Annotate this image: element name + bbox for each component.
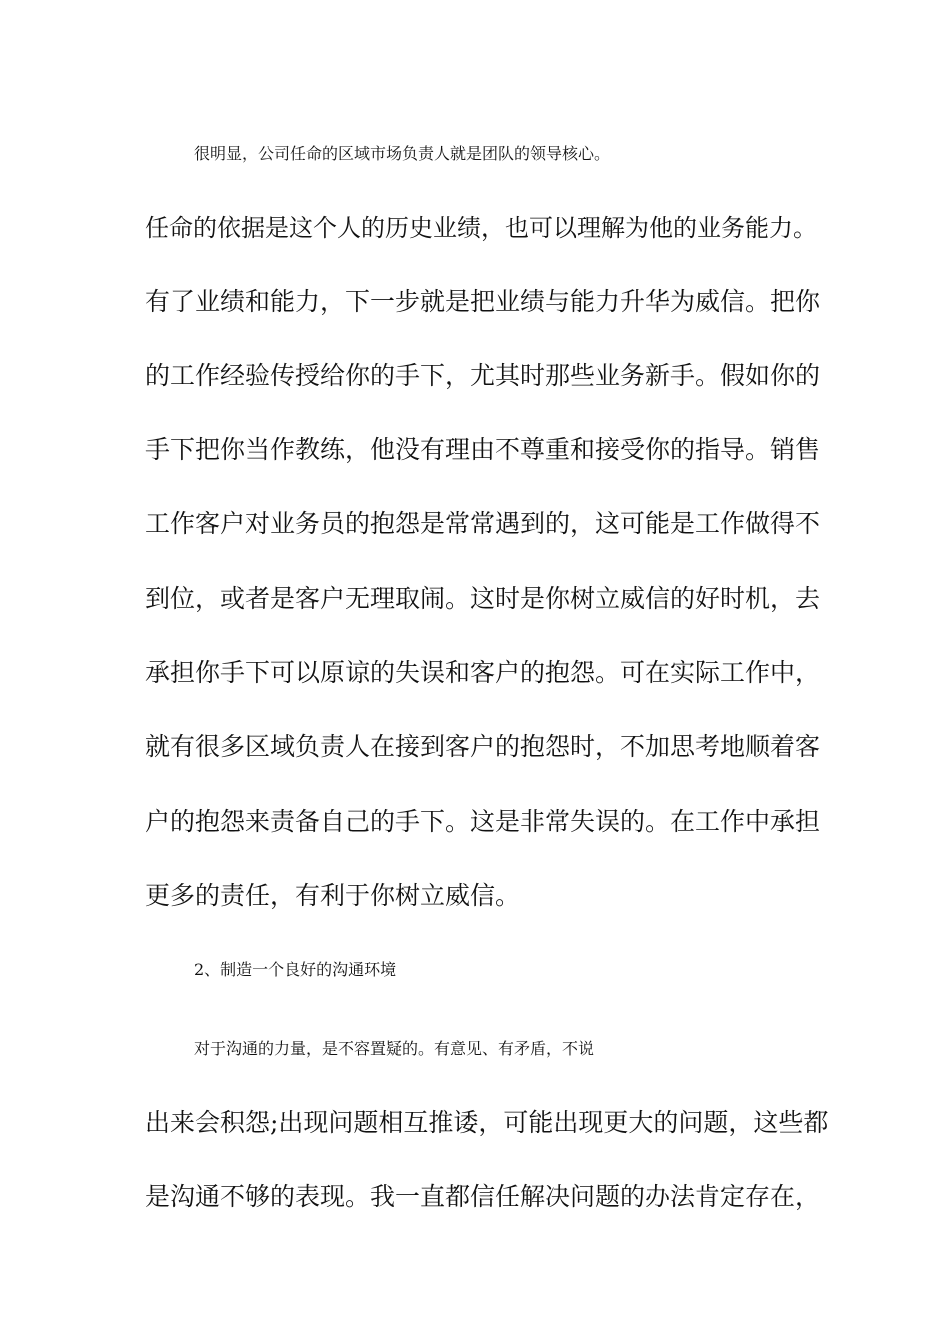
paragraph-line: 承担你手下可以原谅的失误和客户的抱怨。可在实际工作中， [145, 658, 821, 687]
section-heading: 2、制造一个良好的沟通环境 [194, 960, 397, 979]
paragraph-line: 的工作经验传授给你的手下，尤其时那些业务新手。假如你的 [145, 361, 821, 390]
paragraph-line: 有了业绩和能力，下一步就是把业绩与能力升华为威信。把你 [145, 287, 821, 316]
paragraph-line: 户的抱怨来责备自己的手下。这是非常失误的。在工作中承担 [145, 807, 821, 836]
paragraph-line: 到位，或者是客户无理取闹。这时是你树立威信的好时机，去 [145, 584, 821, 613]
paragraph-line: 很明显，公司任命的区域市场负责人就是团队的领导核心。 [194, 144, 611, 163]
paragraph-line: 出来会积怨;出现问题相互推诿，可能出现更大的问题，这些都 [145, 1108, 829, 1137]
paragraph-line: 工作客户对业务员的抱怨是常常遇到的，这可能是工作做得不 [145, 509, 821, 538]
paragraph-line: 是沟通不够的表现。我一直都信任解决问题的办法肯定存在， [145, 1182, 821, 1211]
paragraph-line: 更多的责任，有利于你树立威信。 [145, 881, 521, 910]
paragraph-line: 手下把你当作教练，他没有理由不尊重和接受你的指导。销售 [145, 435, 821, 464]
paragraph-line: 任命的依据是这个人的历史业绩，也可以理解为他的业务能力。 [145, 214, 817, 242]
paragraph-line: 对于沟通的力量，是不容置疑的。有意见、有矛盾，不说 [194, 1039, 595, 1058]
paragraph-line: 就有很多区域负责人在接到客户的抱怨时，不加思考地顺着客 [145, 732, 821, 761]
